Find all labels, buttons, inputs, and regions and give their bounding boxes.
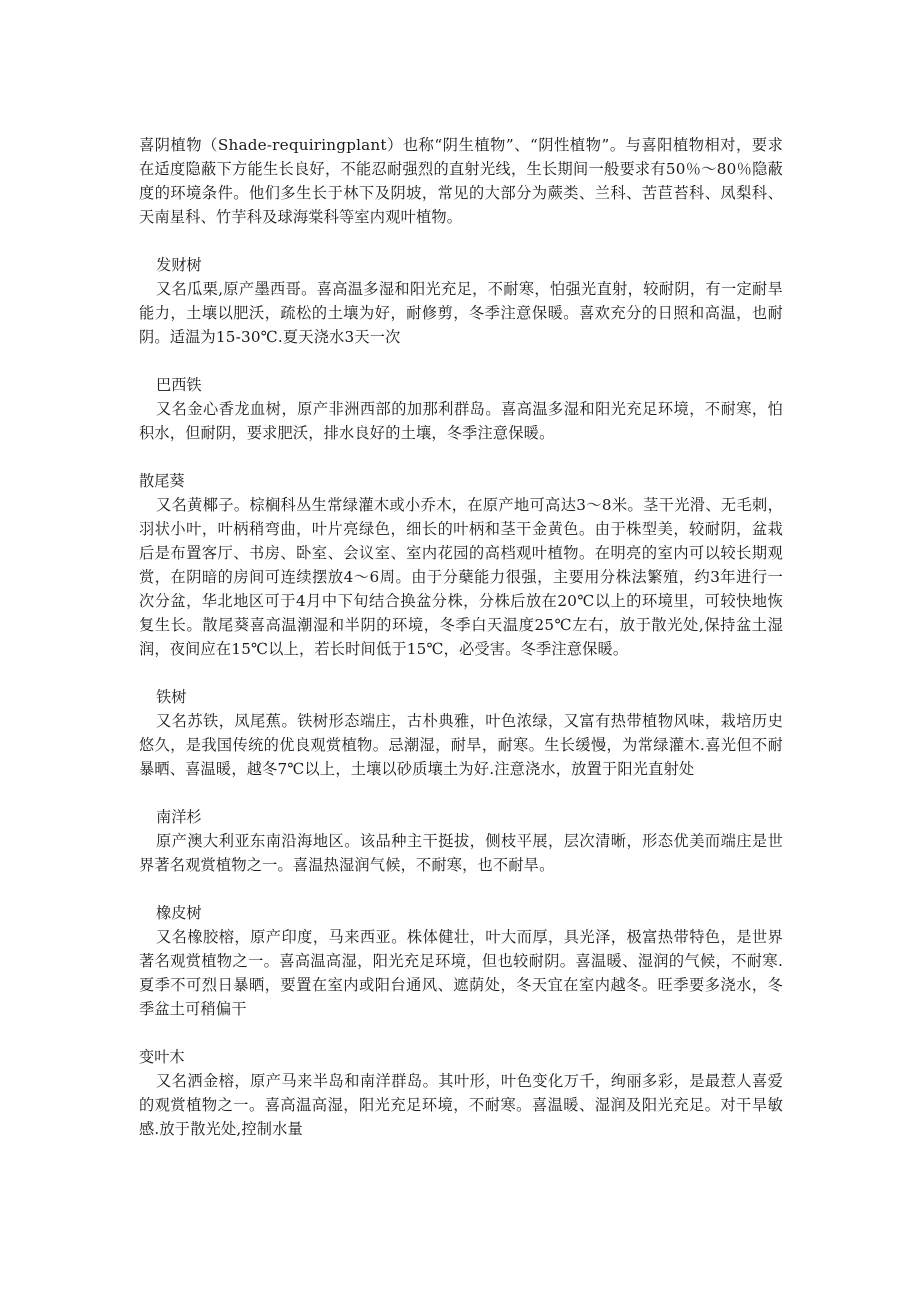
intro-paragraph: 喜阴植物（Shade-requiringplant）也称“阴生植物”、“阴性植物”。与喜阳植物相对，要求在适度隐蔽下方能生长良好，不能忍耐强烈的直射光线，生长期间一般要求有50％～80％隐蔽度的环境条件。他们多生长于林下及阴坡，常见的大部分为蕨类、兰科、苦苣苔科、凤梨科、天南星科、竹芋科及球海棠科等室内观叶植物。 (139, 136, 783, 226)
section-text: 又名金心香龙血树，原产非洲西部的加那利群岛。喜高温多湿和阳光充足环境，不耐寒，怕积水，但耐阴，要求肥沃，排水良好的土壤，冬季注意保暖。 (139, 400, 783, 442)
section-tieshu (139, 685, 783, 781)
section-title: 铁树 (156, 688, 187, 706)
document-page (139, 133, 783, 1141)
section-title: 橡皮树 (156, 904, 202, 922)
section-text: 又名苏铁，凤尾蕉。铁树形态端庄，古朴典雅，叶色浓绿，又富有热带植物风味，栽培历史悠久，是我国传统的优良观赏植物。忌潮湿，耐旱，耐寒。生长缓慢，为常绿灌木.喜光但不耐暴晒、喜温暖，越冬7℃以上，土壤以砂质壤土为好.注意浇水，放置于阳光直射处 (139, 712, 783, 778)
section-facaishu (139, 253, 783, 349)
section-text: 又名瓜栗,原产墨西哥。喜高温多湿和阳光充足，不耐寒，怕强光直射，较耐阴，有一定耐旱能力，土壤以肥沃，疏松的土壤为好，耐修剪，冬季注意保暖。喜欢充分的日照和高温，也耐阴。适温为15-30℃.夏天浇水3天一次 (139, 280, 783, 346)
section-text: 又名橡胶榕，原产印度，马来西亚。株体健壮，叶大而厚，具光泽，极富热带特色，是世界著名观赏植物之一。喜高温高湿，阳光充足环境，但也较耐阴。喜温暖、湿润的气候，不耐寒.夏季不可烈日暴晒，要置在室内或阳台通风、遮荫处，冬天宜在室内越冬。旺季要多浇水，冬季盆土可稍偏干 (139, 928, 783, 1018)
section-title: 变叶木 (139, 1048, 185, 1066)
section-xiangpishu (139, 901, 783, 1021)
section-title: 发财树 (156, 256, 202, 274)
section-title: 散尾葵 (139, 472, 185, 490)
section-sanweikui (139, 469, 783, 661)
section-bianyemu (139, 1045, 783, 1141)
section-text: 又名黄椰子。棕榈科丛生常绿灌木或小乔木，在原产地可高达3～8米。茎干光滑、无毛刺，羽状小叶，叶柄稍弯曲，叶片亮绿色，细长的叶柄和茎干金黄色。由于株型美，较耐阴，盆栽后是布置客厅、书房、卧室、会议室、室内花园的高档观叶植物。在明亮的室内可以较长期观赏，在阴暗的房间可连续摆放4～6周。由于分蘖能力很强，主要用分株法繁殖，约3年进行一次分盆，华北地区可于4月中下旬结合换盆分株，分株后放在20℃以上的环境里，可较快地恢复生长。散尾葵喜高温潮湿和半阴的环境，冬季白天温度25℃左右，放于散光处,保持盆土湿润，夜间应在15℃以上，若长时间低于15℃，必受害。冬季注意保暖。 (139, 496, 783, 658)
section-text: 原产澳大利亚东南沿海地区。该品种主干挺拔，侧枝平展，层次清晰，形态优美而端庄是世界著名观赏植物之一。喜温热湿润气候，不耐寒，也不耐旱。 (139, 832, 783, 874)
section-text: 又名洒金榕，原产马来半岛和南洋群岛。其叶形，叶色变化万千，绚丽多彩，是最惹人喜爱的观赏植物之一。喜高温高湿，阳光充足环境，不耐寒。喜温暖、湿润及阳光充足。对干旱敏感.放于散光处,控制水量 (139, 1072, 783, 1138)
section-title: 南洋杉 (156, 808, 202, 826)
section-nanyangshan (139, 805, 783, 877)
section-baxitie (139, 373, 783, 445)
section-title: 巴西铁 (156, 376, 202, 394)
